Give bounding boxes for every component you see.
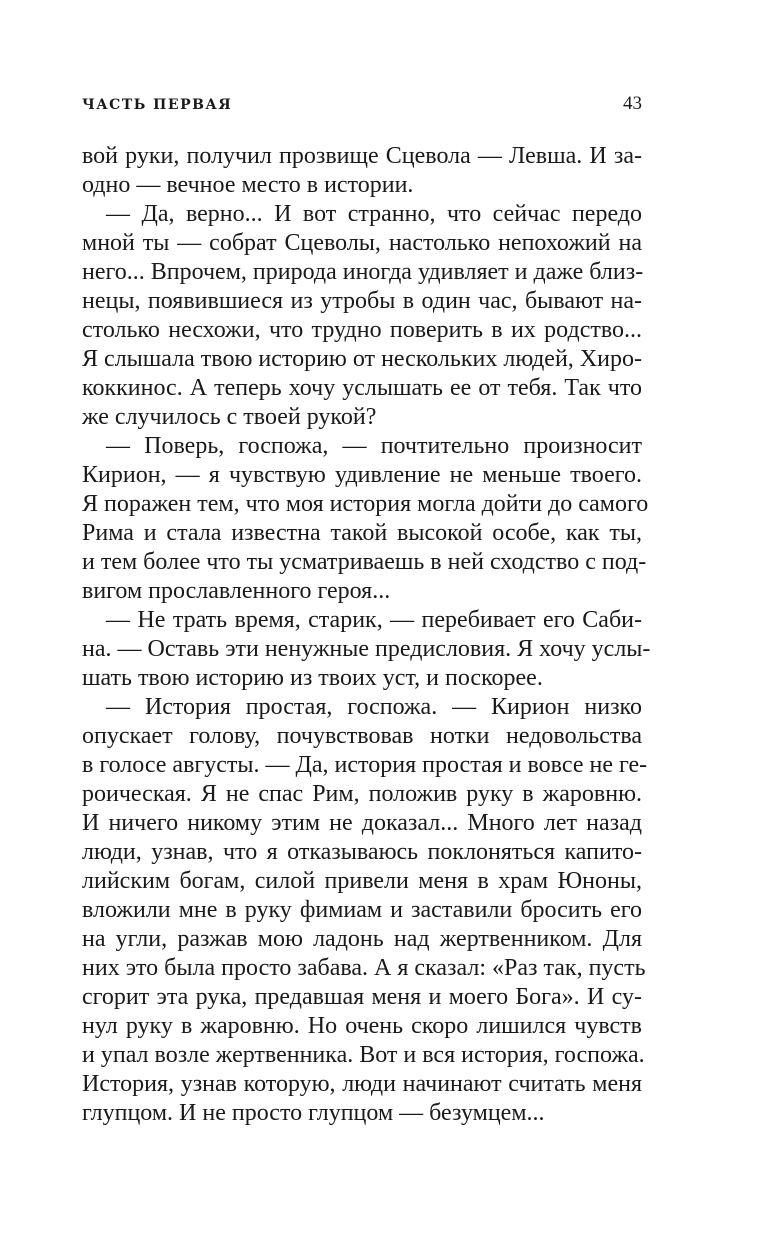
text-line: столько несхожи, что трудно поверить в их родство... xyxy=(82,317,642,343)
page-number: 43 xyxy=(623,93,642,114)
text-line: Кирион, — я чувствую удивление не меньше твоего. xyxy=(82,462,642,488)
text-line: — Поверь, госпожа, — почтительно произносит xyxy=(106,433,642,459)
text-line: нецы, появившиеся из утробы в один час, бывают на- xyxy=(82,288,642,314)
text-line: него... Впрочем, природа иногда удивляет и даже близ- xyxy=(82,259,644,285)
text-line: — История простая, госпожа. — Кирион низко xyxy=(106,694,642,720)
text-line: на. — Оставь эти ненужные предисловия. Я хочу услы- xyxy=(82,636,651,662)
text-line: — Не трать время, старик, — перебивает его Саби- xyxy=(106,607,642,633)
text-line: лийским богам, силой привели меня в храм Юноны, xyxy=(82,868,642,894)
text-line: вигом прославленного героя... xyxy=(82,578,391,604)
text-line: вой руки, получил прозвище Сцевола — Левша. И за- xyxy=(82,143,642,169)
text-line: нул руку в жаровню. Но очень скоро лишился чувств xyxy=(82,1013,642,1039)
text-line: роическая. Я не спас Рим, положив руку в жаровню. xyxy=(82,781,642,807)
text-line: же случилось с твоей рукой? xyxy=(82,404,377,430)
text-line: История, узнав которую, люди начинают считать меня xyxy=(82,1071,642,1097)
text-line: них это была просто забава. А я сказал: «Раз так, пусть xyxy=(82,955,646,981)
text-line: в голосе августы. — Да, история простая и вовсе не ге- xyxy=(82,752,648,778)
running-header xyxy=(82,93,642,121)
section-title: ЧАСТЬ ПЕРВАЯ xyxy=(82,97,233,113)
text-line: Я слышала твою историю от нескольких людей, Хиро- xyxy=(82,346,642,372)
text-line: шать твою историю из твоих уст, и поскорее. xyxy=(82,665,543,691)
text-line: люди, узнав, что я отказываюсь поклоняться капито- xyxy=(82,839,642,865)
text-line: одно — вечное место в истории. xyxy=(82,172,414,198)
body-text xyxy=(82,142,651,1128)
text-line: и упал возле жертвенника. Вот и вся история, госпожа. xyxy=(82,1042,645,1068)
text-line: И ничего никому этим не доказал... Много лет назад xyxy=(82,810,642,836)
text-line: мной ты — собрат Сцеволы, настолько непохожий на xyxy=(82,230,642,256)
text-line: — Да, верно... И вот странно, что сейчас передо xyxy=(106,201,642,227)
text-line: вложили мне в руку фимиам и заставили бросить его xyxy=(82,897,642,923)
text-line: сгорит эта рука, предавшая меня и моего Бога». И су- xyxy=(82,984,642,1010)
text-line: глупцом. И не просто глупцом — безумцем... xyxy=(82,1100,545,1126)
text-line: опускает голову, почувствовав нотки недовольства xyxy=(82,723,642,749)
text-line: на угли, разжав мою ладонь над жертвенником. Для xyxy=(82,926,642,952)
text-line: Рима и стала известна такой высокой особе, как ты, xyxy=(82,520,642,546)
text-line: коккинос. А теперь хочу услышать ее от тебя. Так что xyxy=(82,375,642,401)
text-line: и тем более что ты усматриваешь в ней сходство с под- xyxy=(82,549,647,575)
text-line: Я поражен тем, что моя история могла дойти до самого xyxy=(82,491,649,517)
